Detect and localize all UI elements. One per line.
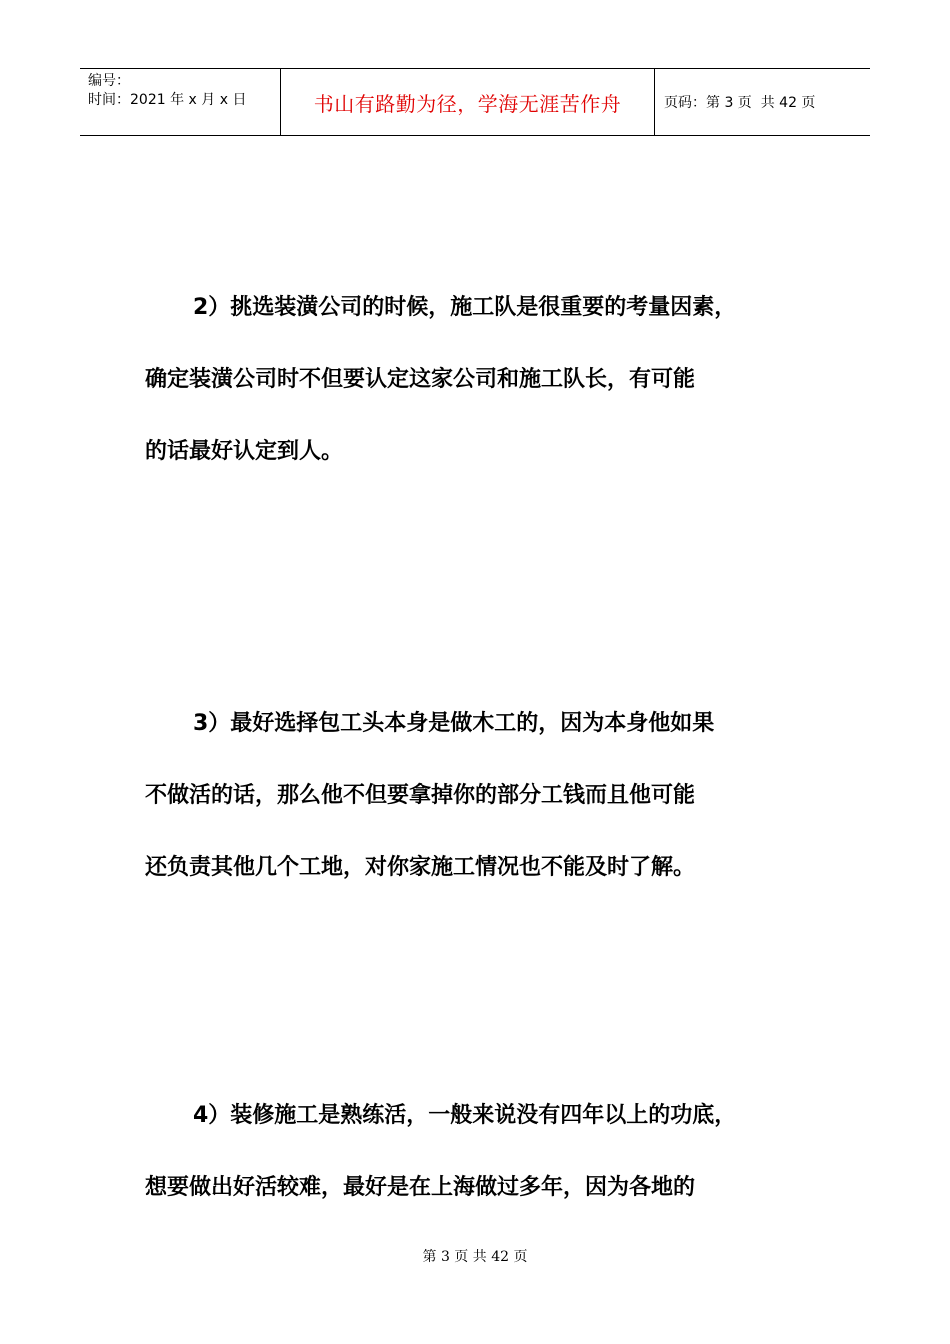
header-motto-cell — [281, 69, 655, 135]
paragraph-2 — [145, 297, 825, 513]
document-number-label: 编号： — [88, 73, 130, 89]
header-meta-cell — [80, 69, 281, 135]
document-header — [80, 68, 870, 136]
page-footer: 第 3 页 共 42 页 — [422, 1249, 528, 1265]
paragraph-line: 想要做出好活较难，最好是在上海做过多年，因为各地的 — [145, 1175, 696, 1200]
paragraph-line: 3）最好选择包工头本身是做木工的，因为本身他如果 — [193, 711, 715, 736]
paragraph-3 — [145, 713, 825, 929]
paragraph-line: 4）装修施工是熟练活，一般来说没有四年以上的功底， — [193, 1103, 737, 1128]
paragraph-4 — [145, 1105, 825, 1249]
paragraph-line: 不做活的话，那么他不但要拿掉你的部分工钱而且他可能 — [145, 783, 696, 808]
header-page-cell — [655, 69, 870, 135]
paragraph-line: 确定装潢公司时不但要认定这家公司和施工队长，有可能 — [145, 367, 696, 392]
paragraph-line: 还负责其他几个工地，对你家施工情况也不能及时了解。 — [145, 855, 696, 880]
header-motto: 书山有路勤为径，学海无涯苦作舟 — [313, 91, 622, 116]
paragraph-line: 2）挑选装潢公司的时候，施工队是很重要的考量因素， — [193, 295, 737, 320]
document-date-label: 时间：2021 年 x 月 x 日 — [88, 92, 247, 108]
paragraph-line: 的话最好认定到人。 — [145, 439, 344, 464]
header-page-indicator: 页码：第 3 页 共 42 页 — [664, 95, 816, 111]
